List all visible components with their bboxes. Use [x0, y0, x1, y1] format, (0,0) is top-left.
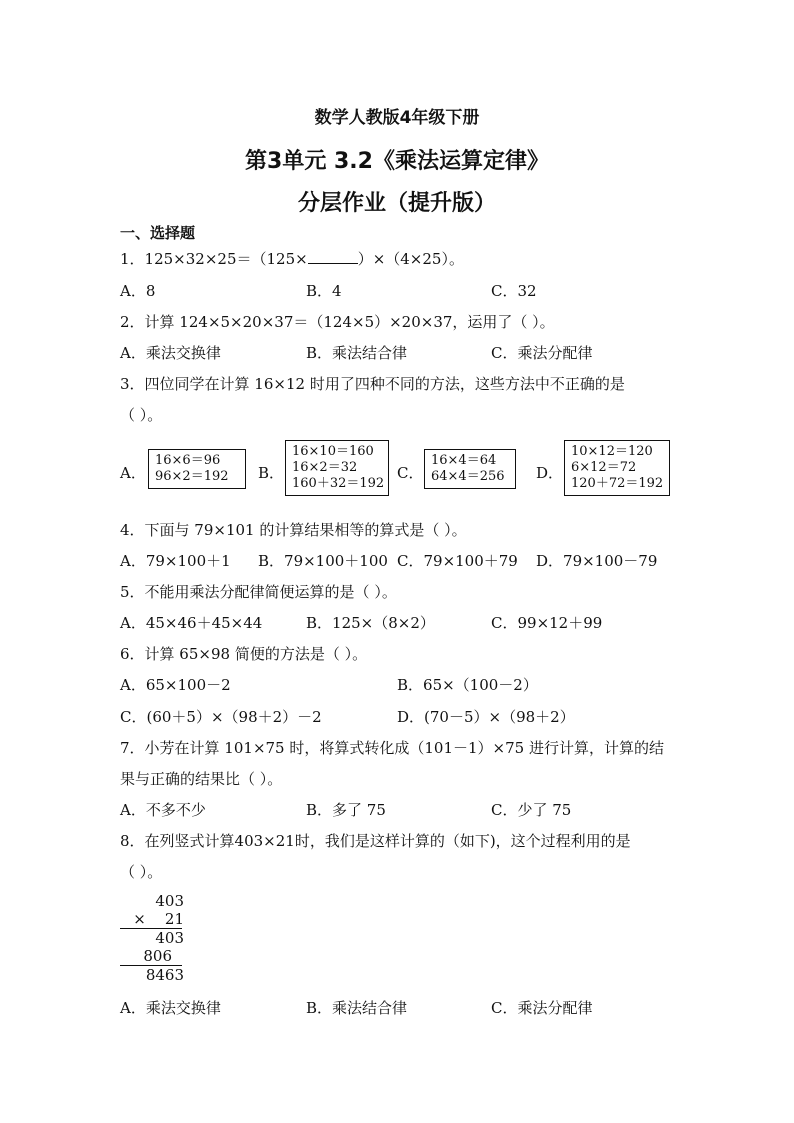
- q3-option-d-box: [564, 440, 670, 496]
- doc-title-3: 分层作业（提升版）: [297, 191, 496, 216]
- question-1: [120, 248, 464, 269]
- q5-option-c: C．99×12＋99: [491, 614, 603, 632]
- question-3-line-1: 3．四位同学在计算 16×12 时用了四种不同的方法，这些方法中不正确的是: [120, 375, 625, 393]
- section-heading: 一、选择题: [120, 224, 196, 242]
- q6-option-c: C．(60＋5）×（98＋2）－2: [120, 708, 322, 726]
- question-8-line-2: （ ）。: [120, 863, 163, 881]
- vertical-top: 403: [155, 892, 184, 910]
- q1-option-c: C．32: [491, 282, 537, 300]
- question-2: 2．计算 124×5×20×37＝（124×5）×20×37，运用了（ ）。: [120, 313, 555, 331]
- box-line: 16×2＝32: [292, 460, 358, 475]
- box-line: 10×12＝120: [571, 444, 653, 459]
- q4-option-c: C．79×100＋79: [397, 552, 518, 570]
- question-1-pre: 1．125×32×25＝（125×: [120, 250, 308, 268]
- vertical-multiplier: × 21: [133, 910, 184, 928]
- box-line: 16×6＝96: [155, 453, 221, 468]
- vertical-multiplication: [118, 892, 184, 984]
- q3-option-a-label: A．: [120, 464, 146, 482]
- q3-option-b-label: B．: [258, 464, 285, 482]
- q1-option-b: B．4: [306, 282, 342, 300]
- answer-blank: [308, 249, 358, 264]
- question-1-post: ）×（4×25）。: [357, 250, 464, 268]
- q6-option-a: A．65×100－2: [120, 676, 231, 694]
- doc-title-1: 数学人教版4年级下册: [314, 108, 480, 128]
- doc-title-2: 第3单元 3.2《乘法运算定律》: [245, 149, 549, 174]
- q6-option-d: D．(70－5）×（98＋2）: [397, 708, 575, 726]
- q2-option-b: B．乘法结合律: [306, 344, 408, 362]
- q3-option-c-box: [424, 449, 516, 489]
- vertical-partial-1: 403: [155, 929, 184, 947]
- q3-option-a-box: [148, 449, 246, 489]
- question-3-line-2: （ ）。: [120, 406, 163, 424]
- vertical-result: 8463: [145, 966, 184, 984]
- q2-option-a: A．乘法交换律: [120, 344, 221, 362]
- q5-option-a: A．45×46＋45×44: [120, 614, 263, 632]
- box-line: 160＋32＝192: [292, 476, 385, 491]
- question-6: 6．计算 65×98 简便的方法是（ ）。: [120, 645, 368, 663]
- question-7-line-2: 果与正确的结果比（ ）。: [120, 770, 283, 788]
- box-line: 16×10＝160: [292, 444, 374, 459]
- box-line: 16×4＝64: [431, 453, 497, 468]
- vertical-partial-2: 806: [143, 947, 172, 965]
- box-line: 6×12＝72: [571, 460, 637, 475]
- q3-option-c-label: C．: [397, 464, 424, 482]
- q5-option-b: B．125×（8×2）: [306, 614, 435, 632]
- question-5: 5．不能用乘法分配律简便运算的是（ ）。: [120, 583, 397, 601]
- q4-option-d: D．79×100－79: [536, 552, 658, 570]
- q4-option-b: B．79×100＋100: [258, 552, 388, 570]
- q7-option-a: A．不多不少: [120, 801, 206, 819]
- q8-option-c: C．乘法分配律: [491, 999, 593, 1017]
- question-4: 4．下面与 79×101 的计算结果相等的算式是（ ）。: [120, 521, 467, 539]
- q6-option-b: B．65×（100－2）: [397, 676, 538, 694]
- q7-option-b: B．多了 75: [306, 801, 386, 819]
- box-line: 96×2＝192: [155, 469, 229, 484]
- q3-option-b-box: [285, 440, 389, 496]
- q8-option-a: A．乘法交换律: [120, 999, 221, 1017]
- q8-option-b: B．乘法结合律: [306, 999, 408, 1017]
- box-line: 64×4＝256: [431, 469, 505, 484]
- question-8-line-1: 8．在列竖式计算403×21时，我们是这样计算的（如下)，这个过程利用的是: [120, 832, 631, 850]
- q3-option-d-label: D．: [536, 464, 564, 482]
- q4-option-a: A．79×100＋1: [120, 552, 231, 570]
- q7-option-c: C．少了 75: [491, 801, 572, 819]
- box-line: 120＋72＝192: [571, 476, 664, 491]
- q1-option-a: A．8: [120, 282, 156, 300]
- question-7-line-1: 7．小芳在计算 101×75 时，将算式转化成（101－1）×75 进行计算，计算的结: [120, 739, 664, 757]
- q2-option-c: C．乘法分配律: [491, 344, 593, 362]
